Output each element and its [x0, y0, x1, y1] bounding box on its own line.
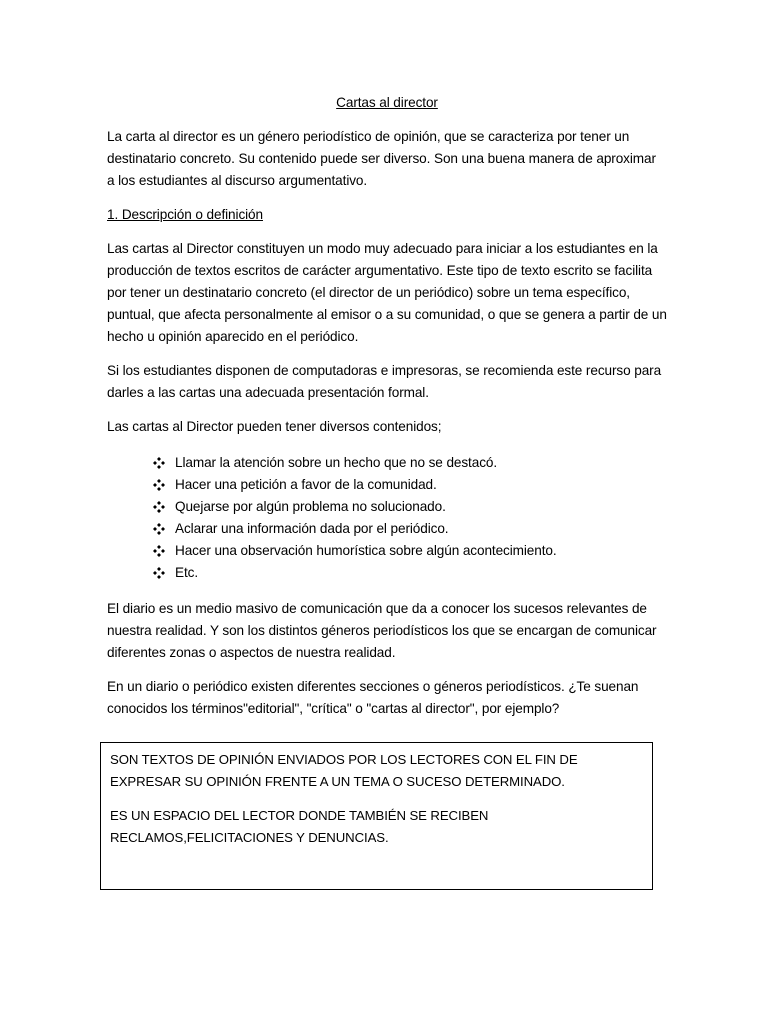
four-diamond-bullet-icon: [153, 567, 165, 579]
list-item-text: Etc.: [175, 565, 199, 580]
list-item: [153, 474, 667, 496]
computers-paragraph: Si los estudiantes disponen de computadoras e impresoras, se recomienda este recurso para darles a las cartas una adecuada presentación formal.: [107, 363, 662, 400]
list-item-text: Aclarar una información dada por el periódico.: [175, 521, 449, 536]
document-title: Cartas al director: [336, 95, 438, 110]
list-item: [153, 562, 667, 584]
list-item: [153, 452, 667, 474]
list-item: [153, 518, 667, 540]
definition-box-line-2: ES UN ESPACIO DEL LECTOR DONDE TAMBIÉN SE RECIBEN RECLAMOS,FELICITACIONES Y DENUNCIAS.: [110, 808, 489, 845]
four-diamond-bullet-icon: [153, 523, 165, 535]
four-diamond-bullet-icon: [153, 545, 165, 557]
list-item: [153, 496, 667, 518]
contents-list: [107, 452, 667, 584]
definition-box: [100, 742, 653, 890]
newspaper-paragraph: El diario es un medio masivo de comunicación que da a conocer los sucesos relevantes de nuestra realidad. Y son los distintos géneros periodísticos los que se encargan de comunicar diferentes zonas o aspectos de nuestra realidad.: [107, 601, 657, 660]
section-heading: 1. Descripción o definición: [107, 207, 263, 222]
list-item-text: Quejarse por algún problema no solucionado.: [175, 499, 446, 514]
four-diamond-bullet-icon: [153, 501, 165, 513]
list-item: [153, 540, 667, 562]
description-paragraph: Las cartas al Director constituyen un modo muy adecuado para iniciar a los estudiantes en la producción de textos escritos de carácter argumentativo. Este tipo de texto escrito se facilita por tener un destinatario concreto (el director de un periódico) sobre un tema específico, puntual, que afecta personalmente al emisor o a su comunidad, o que se genera a partir de un hecho u opinión aparecido en el periódico.: [107, 241, 667, 344]
four-diamond-bullet-icon: [153, 457, 165, 469]
list-item-text: Hacer una observación humorística sobre algún acontecimiento.: [175, 543, 557, 558]
document-body: [107, 92, 667, 732]
sections-paragraph: En un diario o periódico existen diferentes secciones o géneros periodísticos. ¿Te suenan conocidos los términos"editorial", "crítica" o "cartas al director", por ejemplo?: [107, 679, 639, 716]
definition-box-line-1: SON TEXTOS DE OPINIÓN ENVIADOS POR LOS LECTORES CON EL FIN DE EXPRESAR SU OPINIÓN FRENTE A UN TEMA O SUCESO DETERMINADO.: [110, 752, 578, 789]
four-diamond-bullet-icon: [153, 479, 165, 491]
intro-paragraph: La carta al director es un género periodístico de opinión, que se caracteriza por tener un destinatario concreto. Su contenido puede ser diverso. Son una buena manera de aproximar a los estudiantes al discurso argumentativo.: [107, 129, 656, 188]
list-intro: Las cartas al Director pueden tener diversos contenidos;: [107, 419, 442, 434]
list-item-text: Hacer una petición a favor de la comunidad.: [175, 477, 437, 492]
list-item-text: Llamar la atención sobre un hecho que no se destacó.: [175, 455, 498, 470]
